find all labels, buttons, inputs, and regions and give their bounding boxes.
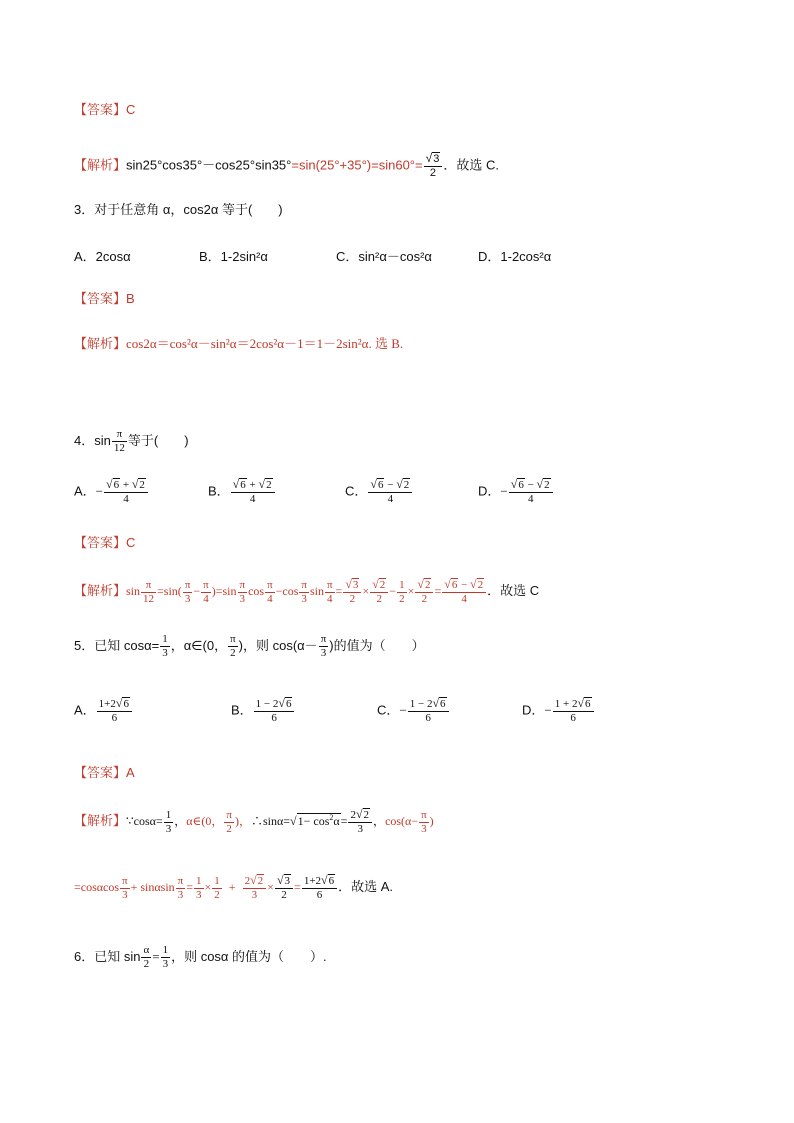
- frac: $\frac{\alpha}{2}$: [143, 944, 150, 970]
- q2-analysis-line: [74, 152, 499, 180]
- frac: $\frac{√3}{2}$: [343, 578, 361, 606]
- frac: $\frac{\pi}{2}$: [230, 633, 236, 659]
- frac: $\frac{2√2}{3}$: [348, 808, 372, 836]
- frac: $\frac{1}{3}$: [162, 633, 168, 659]
- q5-stem: [74, 633, 425, 660]
- q5-option-a: [74, 697, 133, 725]
- answer-label: 【答案】: [74, 765, 127, 780]
- answer-label: 【答案】: [74, 535, 127, 550]
- analysis-label: 【解析】: [74, 812, 127, 828]
- q5-option-a-fraction: $\frac{1+2√6}{6}$: [97, 697, 132, 725]
- answer-label: 【答案】: [74, 291, 127, 306]
- q4-option-d: [478, 478, 554, 506]
- q4-option-d-label: D．: [478, 483, 501, 499]
- q5-sqrt: $√1- \cos^2\alpha$: [290, 812, 340, 828]
- q4-stem-part1: 4．sin: [74, 432, 111, 448]
- q2-answer-line: [74, 101, 135, 119]
- frac: $\frac{\pi}{3}$: [421, 808, 427, 835]
- q4-option-d-fraction: $\frac{√6 - √2}{4}$: [509, 478, 553, 506]
- frac: $\frac{\pi}{3}$: [320, 633, 327, 659]
- q4-option-a: [74, 478, 149, 506]
- q5-option-a-label: A．: [74, 702, 96, 718]
- q6-stem-part2: ，则 cosα 的值为（ ）.: [171, 948, 327, 964]
- frac: $\frac{1}{3}$: [196, 874, 202, 901]
- q4-option-a-sign: −: [95, 483, 104, 499]
- q5-option-c-sign: −: [399, 702, 407, 718]
- q2-solution-part1: sin25°cos35°－cos25°sin35°: [126, 157, 292, 173]
- q5-stem-part2: ，α∈(0，: [170, 637, 228, 653]
- frac: $\frac{\pi}{4}$: [203, 578, 209, 605]
- q5-analysis-line1: 【解析】∵cosα= $\frac{1}{3}$ ，α∈(0， $\frac{\pi}{2}$ )，∴sinα=√1− $\cos^2\alpha=$ $\frac{2√2}{3}$ ，cos(α− $\frac{\pi}{3}$ ): [74, 807, 434, 835]
- frac: $\frac{\pi}{3}$: [184, 578, 191, 605]
- analysis-label: 【解析】: [74, 157, 127, 173]
- frac: $\frac{2√2}{3}$: [243, 874, 267, 902]
- q4-answer-line: [74, 534, 135, 552]
- q4-answer-value: C: [126, 535, 136, 550]
- q4-option-a-fraction: $\frac{√6 + √2}{4}$: [104, 478, 148, 506]
- q3-analysis-line: [74, 335, 403, 353]
- q5-option-d-label: D．: [522, 702, 545, 718]
- q5-solution-tail: ．故选 A.: [338, 878, 394, 894]
- analysis-label: 【解析】: [74, 336, 127, 351]
- frac: $\frac{√6 - √2}{4}$: [442, 578, 486, 606]
- frac: $\frac{1+2√6}{6}$: [302, 874, 337, 902]
- q4-fraction-pi-over-12: $\frac{\pi}{12}$: [113, 428, 125, 454]
- q5-option-b-fraction: $\frac{1 - 2√6}{6}$: [254, 697, 295, 725]
- frac: $\frac{1}{2}$: [214, 874, 220, 901]
- q4-stem-part2: 等于( ): [127, 432, 189, 448]
- q5-option-c-label: C．: [377, 702, 400, 718]
- q2-solution-part2: =sin(25°+35°)=sin60°=: [291, 157, 423, 173]
- q5-stem-part3: )，则 cos(α－: [238, 637, 318, 653]
- q5-option-c-fraction: $\frac{1 - 2√6}{6}$: [408, 697, 449, 725]
- q5-answer-value: A: [126, 765, 135, 780]
- frac: $\frac{\pi}{3}$: [301, 578, 307, 605]
- q3-stem: 3．对于任意角 α，cos2α 等于( ): [74, 202, 283, 217]
- frac: $\frac{√2}{2}$: [370, 578, 388, 606]
- frac: $\frac{\pi}{2}$: [226, 808, 232, 835]
- frac: $\frac{√3}{2}$: [275, 874, 293, 902]
- q5-stem-part1: 5．已知 cosα=: [74, 637, 160, 653]
- q4-option-b-fraction: $\frac{√6 + √2}{4}$: [231, 478, 275, 506]
- q2-answer-value: C: [126, 102, 136, 117]
- q5-option-d-fraction: $\frac{1 + 2√6}{6}$: [553, 697, 594, 725]
- frac: $\frac{1}{2}$: [399, 578, 405, 605]
- q5-option-b-label: B．: [231, 702, 253, 718]
- q2-fraction-sqrt3-over-2: $\frac{√3}{2}$: [424, 152, 443, 180]
- frac: $\frac{1}{3}$: [162, 944, 169, 970]
- q5-option-b: [231, 697, 295, 725]
- q3-answer-value: B: [126, 291, 135, 306]
- q5-option-d: [522, 697, 595, 725]
- frac: $\frac{1}{3}$: [165, 808, 172, 835]
- q3-option-b: B．1-2sin²α: [199, 249, 268, 264]
- q3-option-c: C．sin²α－cos²α: [336, 249, 432, 264]
- q3-solution: cos2α＝cos²α－sin²α＝2cos²α－1＝1－2sin²α. 选 B.: [126, 336, 404, 351]
- frac: $\frac{√2}{2}$: [415, 578, 433, 606]
- q3-option-d: D．1-2cos²α: [478, 249, 552, 264]
- q5-answer-line: [74, 764, 135, 782]
- q6-stem-part1: 6．已知 sin: [74, 948, 141, 964]
- q4-option-d-sign: −: [500, 483, 508, 499]
- analysis-label: 【解析】: [74, 582, 127, 598]
- q4-option-c: [345, 478, 413, 506]
- frac: $\frac{\pi}{3}$: [122, 874, 128, 901]
- q5-analysis-line2: =cosαcos $\frac{\pi}{3}$ + sinαsin $\frac{\pi}{3}$ = $\frac{1}{3}$ × $\frac{1}{2}$ + $\frac{2√2}{3}$ × $\frac{√3}{2}$ = $\frac{1+2√6}{6}$ ．故选 A.: [74, 873, 394, 901]
- q3-answer-line: [74, 290, 135, 308]
- q4-solution-tail: ．故选 C: [487, 582, 540, 598]
- answer-label: 【答案】: [74, 102, 127, 117]
- q4-option-b-label: B．: [208, 483, 230, 499]
- q4-option-c-label: C．: [345, 483, 368, 499]
- q4-option-b: [208, 478, 276, 506]
- q3-option-a: A．2cosα: [74, 249, 131, 264]
- q5-option-d-sign: −: [544, 702, 552, 718]
- frac: $\frac{\pi}{4}$: [267, 578, 273, 605]
- q5-stem-part4: )的值为（ ）: [329, 637, 425, 653]
- q5-option-c: [377, 697, 450, 725]
- q6-stem: 6．已知 sin $\frac{\alpha}{2}$ = $\frac{1}{3}$ ，则 cosα 的值为（ ）.: [74, 944, 327, 970]
- q4-option-a-label: A．: [74, 483, 96, 499]
- frac: $\frac{\pi}{3}$: [177, 874, 184, 901]
- q2-solution-part3: ．故选 C.: [443, 157, 499, 173]
- frac: $\frac{\pi}{12}$: [143, 578, 155, 605]
- q4-option-c-fraction: $\frac{√6 - √2}{4}$: [368, 478, 412, 506]
- q4-analysis-line: 【解析】sin $\frac{\pi}{12}$ =sin( $\frac{\pi}{3}$ − $\frac{\pi}{4}$ )=sin $\frac{\pi}{3}$ cos $\frac{\pi}{4}$ −cos $\frac{\pi}{3}$ sin $\frac{\pi}{4}$ = $\frac{√3}{2}$ × $\frac{√2}{2}$ − $\frac{1}{2}$ × $\frac{√2}{2}$ = $\frac{√6 - √2}{4}$ ．故选 C: [74, 577, 540, 605]
- q4-stem: [74, 428, 189, 455]
- frac: $\frac{\pi}{4}$: [326, 578, 333, 605]
- frac: $\frac{\pi}{3}$: [239, 578, 246, 605]
